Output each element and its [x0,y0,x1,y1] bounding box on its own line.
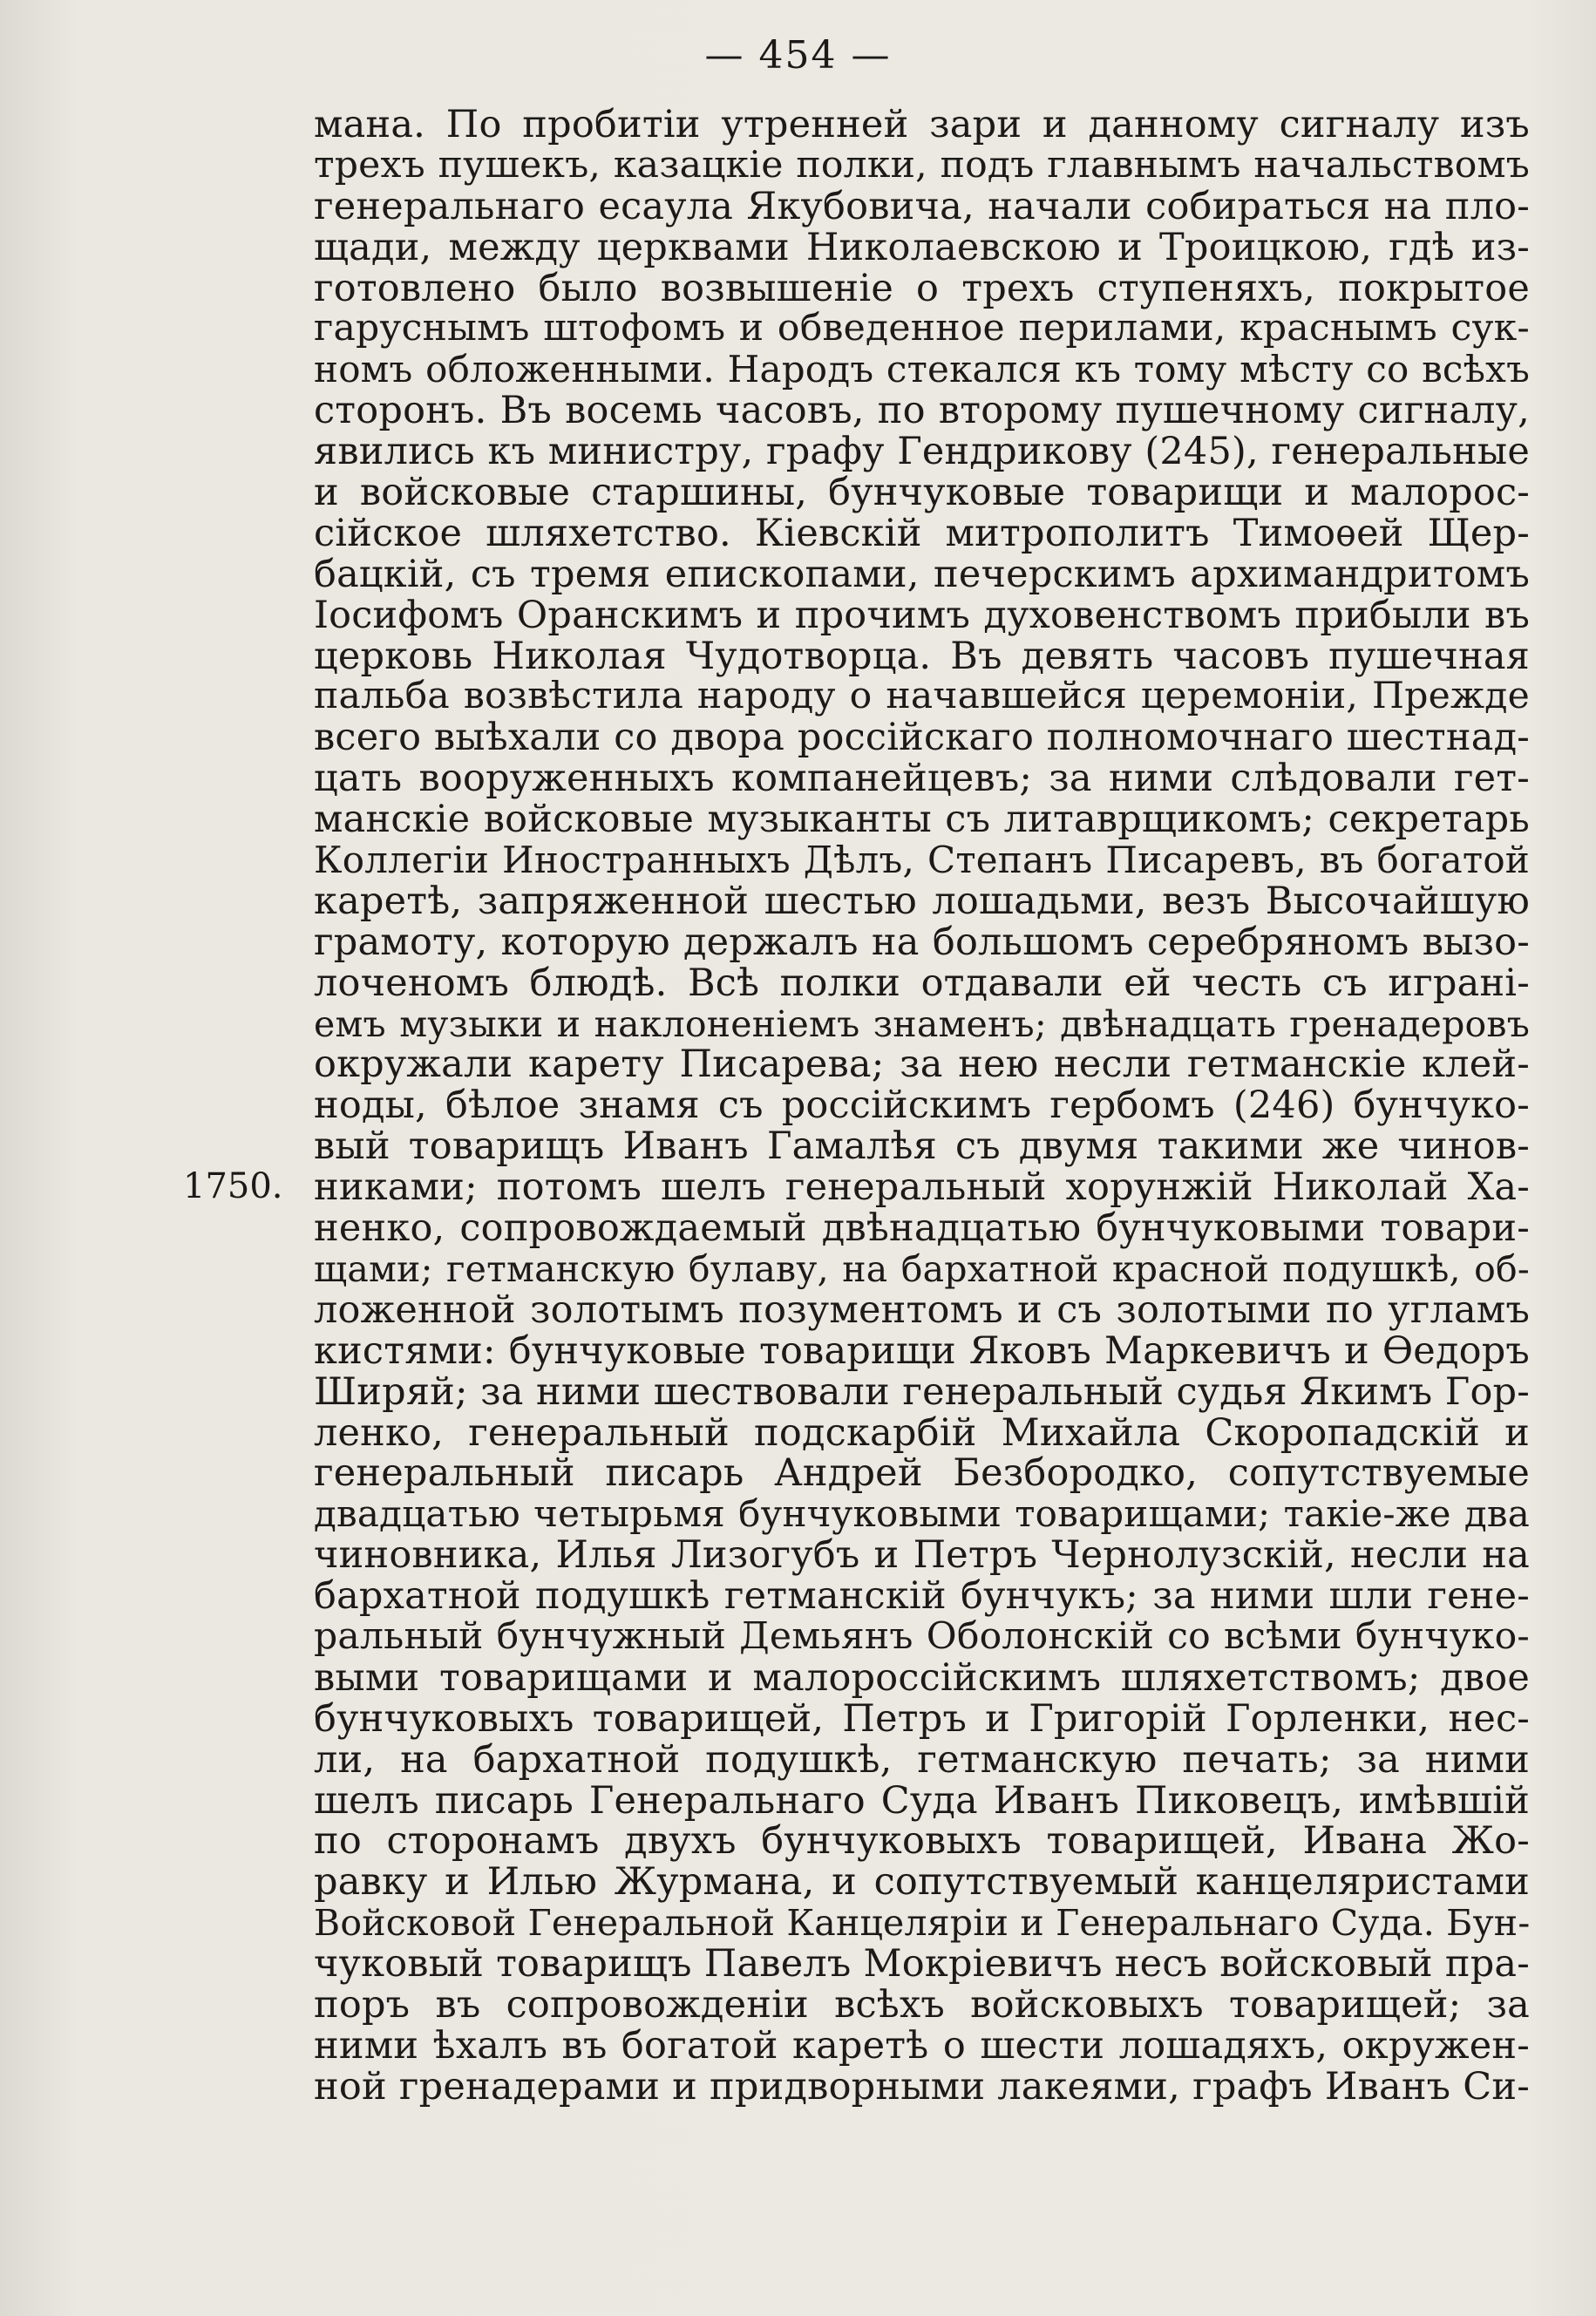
text-line: Ширяй; за ними шествовали генеральный судья Якимъ Гор- [314,1369,1530,1414]
text-line: и войсковые старшины, бунчуковые товарищи и малорос- [314,471,1530,515]
text-line: кистями: бунчуковые товарищи Яковъ Маркевичъ и Ѳедоръ [314,1328,1530,1373]
text-line: номъ обложенными. Народъ стекался къ тому мѣсту со всѣхъ [314,348,1530,391]
text-line: Войсковой Генеральной Канцеляріи и Генеральнаго Суда. Бун- [314,1902,1531,1945]
text-line: чиновника, Илья Лизогубъ и Петръ Чернолузскій, несли на [314,1533,1530,1578]
text-line: гаруснымъ штофомъ и обведенное перилами, краснымъ сук- [314,307,1530,350]
text-line: ноды, бѣлое знамя съ россійскимъ гербомъ (246) бунчуко- [314,1083,1530,1128]
text-line: церковь Николая Чудотворца. Въ девять часовъ пушечная [314,634,1530,678]
text-line: Іосифомъ Оранскимъ и прочимъ духовенствомъ прибыли въ [314,593,1530,637]
text-line: всего выѣхали со двора россійскаго полномочнаго шестнад- [314,716,1530,760]
text-line: щади, между церквами Николаевскою и Троицкою, гдѣ из- [314,225,1530,269]
text-line: цать вооруженныхъ компанейцевъ; за ними слѣдовали гет- [314,757,1530,801]
text-line: ной гренадерами и придворными лакеями, графъ Иванъ Си- [314,2064,1530,2109]
text-line: ненко, сопровождаемый двѣнадцатью бунчуковыми товари- [314,1206,1530,1251]
text-line: лоченомъ блюдѣ. Всѣ полки отдавали ей честь съ играні- [314,961,1530,1005]
text-line: генеральный писарь Андрей Безбородко, сопутствуемые [314,1451,1530,1496]
text-line: никами; потомъ шелъ генеральный хорунжій Николай Ха- [314,1165,1530,1210]
text-line: чуковый товарищъ Павелъ Мокріевичъ несъ войсковый пра- [314,1942,1530,1987]
text-line: манскіе войсковые музыканты съ литаврщикомъ; секретарь [314,798,1530,842]
margin-year-note: 1750. [183,1166,283,1206]
text-line: грамоту, которую держалъ на большомъ серебряномъ вызо- [314,920,1530,964]
text-line: явились къ министру, графу Гендрикову (245), генеральные [314,430,1530,474]
text-line: бархатной подушкѣ гетманскій бунчукъ; за ними шли гене- [314,1574,1530,1619]
text-line: ложенной золотымъ позументомъ и съ золотыми по угламъ [314,1287,1530,1332]
text-line: мана. По пробитіи утренней зари и данному сигналу изъ [314,103,1530,146]
text-line: каретѣ, запряженной шестью лошадьми, везъ Высочайшую [314,879,1530,923]
page-number: — 454 — [704,33,892,78]
text-line: по сторонамъ двухъ бунчуковыхъ товарищей, Ивана Жо- [314,1819,1530,1864]
text-line: ли, на бархатной подушкѣ, гетманскую печать; за ними [314,1737,1530,1782]
text-line: поръ въ сопровожденіи всѣхъ войсковыхъ товарищей; за [314,1982,1530,2027]
text-line: сійское шляхетство. Кіевскій митрополитъ Тимоѳей Щер- [314,511,1530,555]
text-line: трехъ пушекъ, казацкіе полки, подъ главнымъ начальствомъ [314,143,1530,187]
text-line: Коллегіи Иностранныхъ Дѣлъ, Степанъ Писаревъ, въ богатой [314,839,1530,882]
text-line: готовлено было возвышеніе о трехъ ступеняхъ, покрытое [314,266,1530,310]
body-text [314,105,1530,2108]
text-line: вый товарищъ Иванъ Гамалѣя съ двумя такими же чинов- [314,1124,1530,1169]
text-line: емъ музыки и наклоненіемъ знаменъ; двѣнадцать гренадеровъ [314,1002,1530,1045]
text-line: щами; гетманскую булаву, на бархатной красной подушкѣ, об- [314,1247,1530,1290]
text-line: сторонъ. Въ восемь часовъ, по второму пушечному сигналу, [314,389,1530,433]
text-line: генеральнаго есаула Якубовича, начали собираться на пло- [314,184,1530,228]
text-line: ленко, генеральный подскарбій Михайла Скоропадскій и [314,1410,1530,1455]
text-line: ними ѣхалъ въ богатой каретѣ о шести лошадяхъ, окружен- [314,2023,1530,2068]
text-line: бунчуковыхъ товарищей, Петръ и Григорій Горленки, нес- [314,1696,1530,1741]
text-line: бацкій, съ тремя епископами, печерскимъ архимандритомъ [314,552,1530,596]
text-line: равку и Илью Журмана, и сопутствуемый канцеляристами [314,1860,1530,1905]
text-line: пальба возвѣстила народу о начавшейся церемоніи, Прежде [314,675,1530,718]
text-line: шелъ писарь Генеральнаго Суда Иванъ Пиковецъ, имѣвшій [314,1778,1530,1823]
text-line: двадцатью четырьмя бунчуковыми товарищами; такіе-же два [314,1492,1530,1536]
text-line: окружали карету Писарева; за нею несли гетманскіе клей- [314,1043,1530,1087]
text-line: выми товарищами и малороссійскимъ шляхетствомъ; двое [314,1655,1530,1700]
text-line: ральный бунчужный Демьянъ Оболонскій со всѣми бунчуко- [314,1614,1530,1658]
